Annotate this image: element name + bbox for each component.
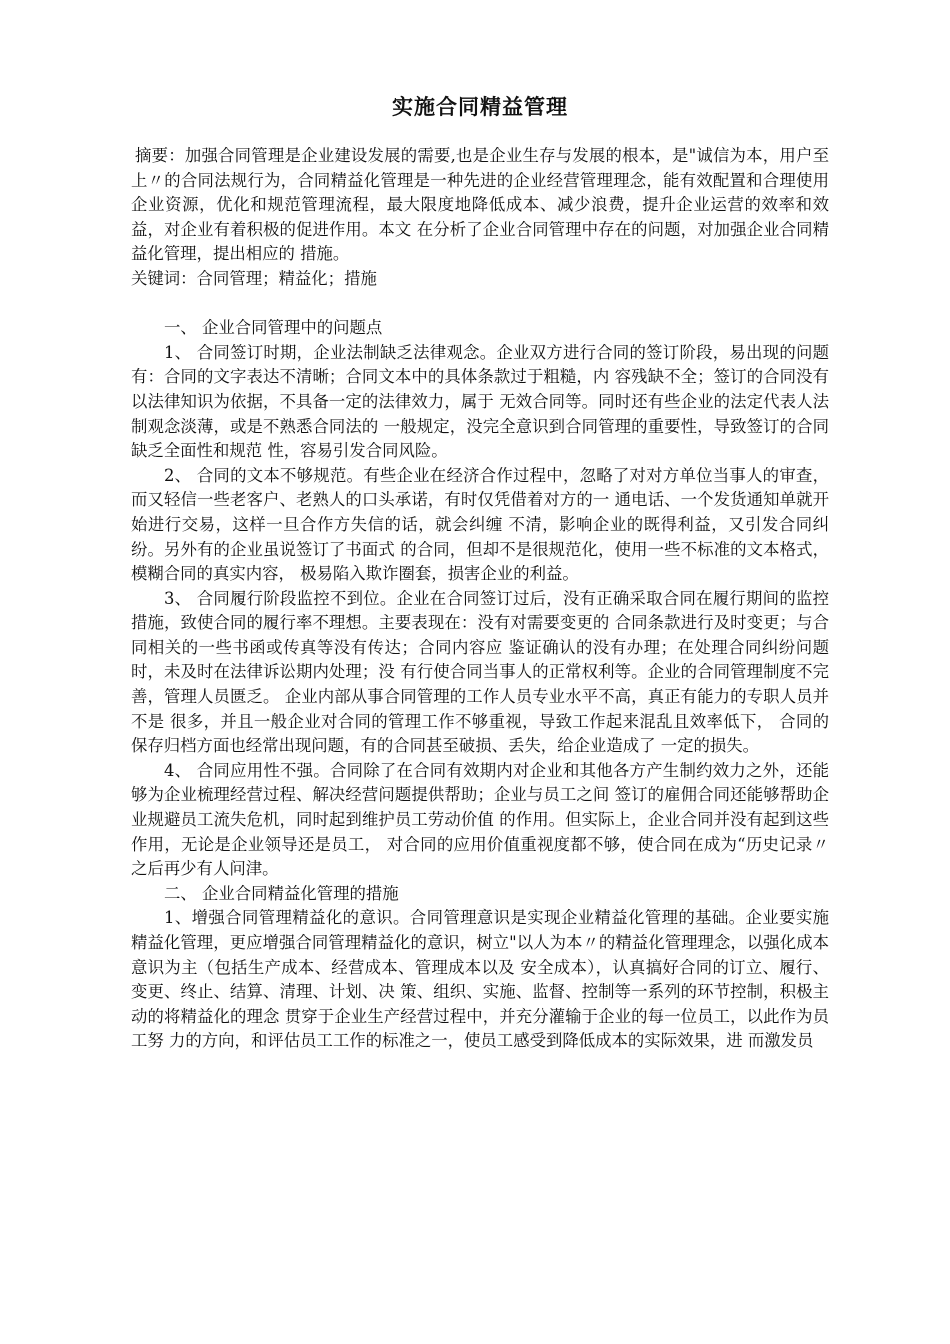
section-2-heading: 二、 企业合同精益化管理的措施 xyxy=(164,883,399,903)
section-1-paragraph-1: 1、 合同签订时期，企业法制缺乏法律观念。企业双方进行合同的签订阶段，易出现的问题有：合同的文字表达不清晰；合同文本中的具体条款过于粗糙，内 容残缺不全；签订的合同没有以法律知识为依据，不具备一定的法律效力，属于 无效合同等。同时还有些企业的法定代表人法制观念淡薄，或是不熟悉合同法的 一般规定，没完全意识到合同管理的重要性，导致签订的合同缺乏全面性和规范 性，容易引发合同风险。 xyxy=(131,342,829,461)
section-1-heading: 一、 企业合同管理中的问题点 xyxy=(164,318,383,338)
section-1-paragraph-4: 4、 合同应用性不强。合同除了在合同有效期内对企业和其他各方产生制约效力之外，还能够为企业梳理经营过程、解决经营问题提供帮助；企业与员工之间 签订的雇佣合同还能够帮助企业规避员工流失危机，同时起到维护员工劳动价值 的作用。但实际上，企业合同并没有起到这些作用，无论是企业领导还是员工， 对合同的应用价值重视度都不够，使合同在成为“历史记录〃之后再少有人问津。 xyxy=(131,760,829,879)
section-2-paragraph-1: 1、增强合同管理精益化的意识。合同管理意识是实现企业精益化管理的基础。企业要实施精益化管理，更应增强合同管理精益化的意识，树立"以人为本〃的精益化管理理念，以强化成本意识为主（包括生产成本、经营成本、管理成本以及 安全成本），认真搞好合同的订立、履行、变更、终止、结算、清理、计划、决 策、组织、实施、监督、控制等一系列的环节控制，积极主动的将精益化的理念 贯穿于企业生产经营过程中，并充分灌输于企业的每一位员工，以此作为员工努 力的方向，和评估员工工作的标准之一，使员工感受到降低成本的实际效果，进 而激发员 xyxy=(131,908,829,1051)
section-1-paragraph-3: 3、 合同履行阶段监控不到位。企业在合同签订过后，没有正确采取合同在履行期间的监控措施，致使合同的履行率不理想。主要表现在：没有对需要变更的 合同条款进行及时变更；与合同相关的一些书函或传真等没有传达；合同内容应 鉴证确认的没有办理；在处理合同纠纷问题时，未及时在法律诉讼期内处理；没 有行使合同当事人的正常权利等。企业的合同管理制度不完善，管理人员匮乏。 企业内部从事合同管理的工作人员专业水平不高，真正有能力的专职人员并不是 很多，并且一般企业对合同的管理工作不够重视，导致工作起来混乱且效率低下， 合同的保存归档方面也经常出现问题，有的合同甚至破损、丢失，给企业造成了 一定的损失。 xyxy=(131,588,829,756)
section-1-paragraph-2: 2、 合同的文本不够规范。有些企业在经济合作过程中，忽略了对对方单位当事人的审查，而又轻信一些老客户、老熟人的口头承诺，有时仅凭借着对方的一 通电话、一个发货通知单就开始进行交易，这样一旦合作方失信的话，就会纠缠 不清，影响企业的既得利益，又引发合同纠纷。另外有的企业虽说签订了书面式 的合同，但却不是很规范化，使用一些不标准的文本格式，模糊合同的真实内容， 极易陷入欺诈圈套，损害企业的利益。 xyxy=(131,465,829,584)
keywords-line: 关键词：合同管理；精益化；措施 xyxy=(131,268,377,288)
document-page xyxy=(131,92,829,1054)
document-title: 实施合同精益管理 xyxy=(392,95,568,119)
abstract-paragraph: 摘要：加强合同管理是企业建设发展的需要,也是企业生存与发展的根本，是"诚信为本，用户至上〃的合同法规行为，合同精益化管理是一种先进的企业经营管理理念，能有效配置和合理使用企业资源，优化和规范管理流程，最大限度地降低成本、减少浪费，提升企业运营的效率和效益，对企业有着积极的促进作用。本文 在分析了企业合同管理中存在的问题，对加强企业合同精益化管理，提出相应的 措施。 xyxy=(131,146,829,264)
